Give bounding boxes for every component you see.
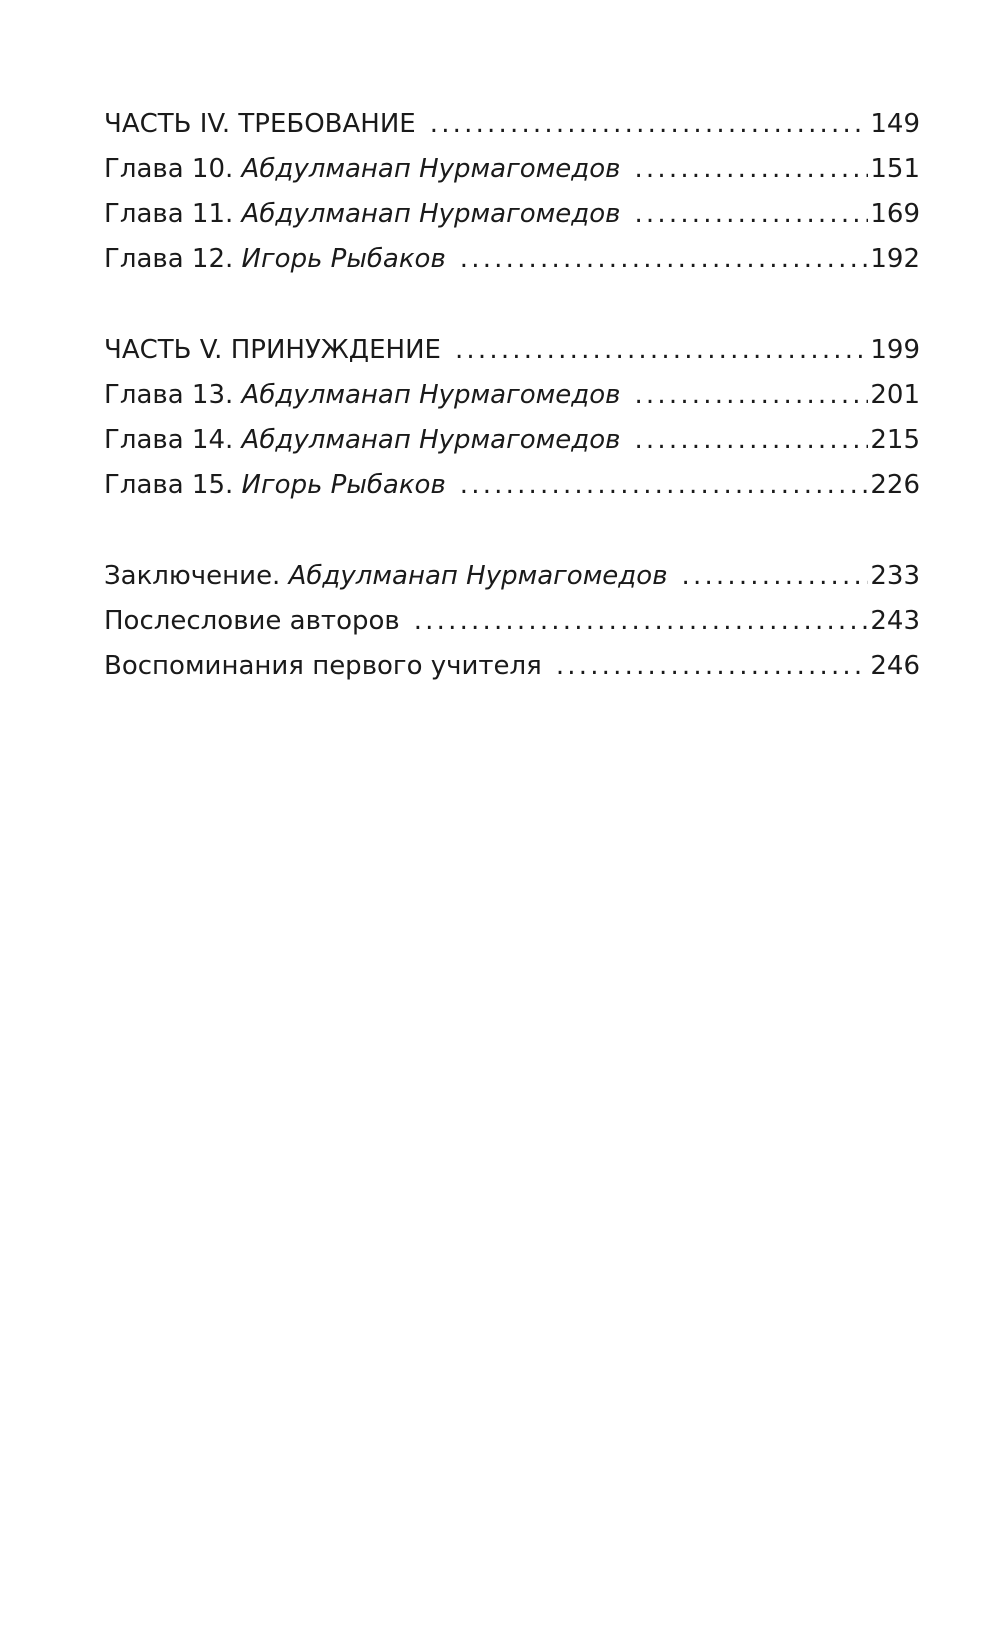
toc-entry-author: Игорь Рыбаков <box>241 244 446 274</box>
toc-entry-title <box>104 554 682 599</box>
dot-leader <box>682 554 869 599</box>
dot-leader <box>455 328 868 373</box>
toc-entry-author: Абдулманап Нурмагомедов <box>241 425 621 455</box>
toc-section-part-4 <box>104 102 920 282</box>
toc-entry-label: Глава 13. <box>104 380 242 410</box>
toc-entry <box>104 102 920 147</box>
toc-entry-author: Абдулманап Нурмагомедов <box>241 380 621 410</box>
toc-entry-page: 215 <box>870 425 920 455</box>
dot-leader <box>634 147 868 192</box>
toc-entry <box>104 147 920 192</box>
toc-section-closing <box>104 554 920 689</box>
toc-entry-title <box>104 418 634 463</box>
dot-leader <box>634 373 868 418</box>
toc-entry-title <box>104 102 430 147</box>
toc-entry-label: ЧАСТЬ IV. ТРЕБОВАНИЕ <box>104 109 416 139</box>
toc-entry-title <box>104 147 634 192</box>
toc-entry-label: Послесловие авторов <box>104 606 400 636</box>
dot-leader <box>634 418 868 463</box>
toc-entry-label: Воспоминания первого учителя <box>104 651 542 681</box>
toc-entry-label: Заключение. <box>104 561 289 591</box>
toc-entry <box>104 328 920 373</box>
toc-entry-page: 151 <box>870 154 920 184</box>
toc-entry-page: 149 <box>870 109 920 139</box>
toc-entry-page: 246 <box>870 651 920 681</box>
dot-leader <box>634 192 868 237</box>
table-of-contents <box>104 102 920 735</box>
dot-leader <box>460 463 869 508</box>
toc-entry-page: 243 <box>870 606 920 636</box>
toc-entry-title <box>104 463 460 508</box>
toc-entry-label: Глава 12. <box>104 244 242 274</box>
toc-entry-title <box>104 599 414 644</box>
toc-entry <box>104 463 920 508</box>
toc-entry <box>104 599 920 644</box>
toc-entry-author: Абдулманап Нурмагомедов <box>241 154 621 184</box>
toc-entry-title <box>104 644 556 689</box>
toc-entry-page: 199 <box>870 335 920 365</box>
toc-entry-title <box>104 237 460 282</box>
toc-entry-label: Глава 14. <box>104 425 242 455</box>
toc-entry-page: 233 <box>870 561 920 591</box>
toc-entry-page: 201 <box>870 380 920 410</box>
toc-entry <box>104 192 920 237</box>
toc-entry <box>104 554 920 599</box>
dot-leader <box>430 102 869 147</box>
toc-entry <box>104 373 920 418</box>
toc-entry-page: 192 <box>870 244 920 274</box>
toc-entry-label: Глава 15. <box>104 470 242 500</box>
toc-entry-title <box>104 192 634 237</box>
dot-leader <box>414 599 869 644</box>
toc-entry-author: Игорь Рыбаков <box>241 470 446 500</box>
toc-entry-page: 226 <box>870 470 920 500</box>
toc-entry-label: ЧАСТЬ V. ПРИНУЖДЕНИЕ <box>104 335 441 365</box>
toc-entry-title <box>104 373 634 418</box>
toc-entry-page: 169 <box>870 199 920 229</box>
toc-entry-author: Абдулманап Нурмагомедов <box>288 561 668 591</box>
toc-section-part-5 <box>104 328 920 508</box>
toc-entry-title <box>104 328 455 373</box>
toc-entry <box>104 644 920 689</box>
toc-entry-label: Глава 11. <box>104 199 242 229</box>
toc-entry <box>104 237 920 282</box>
toc-entry-label: Глава 10. <box>104 154 242 184</box>
dot-leader <box>556 644 869 689</box>
toc-entry <box>104 418 920 463</box>
toc-entry-author: Абдулманап Нурмагомедов <box>241 199 621 229</box>
dot-leader <box>460 237 869 282</box>
